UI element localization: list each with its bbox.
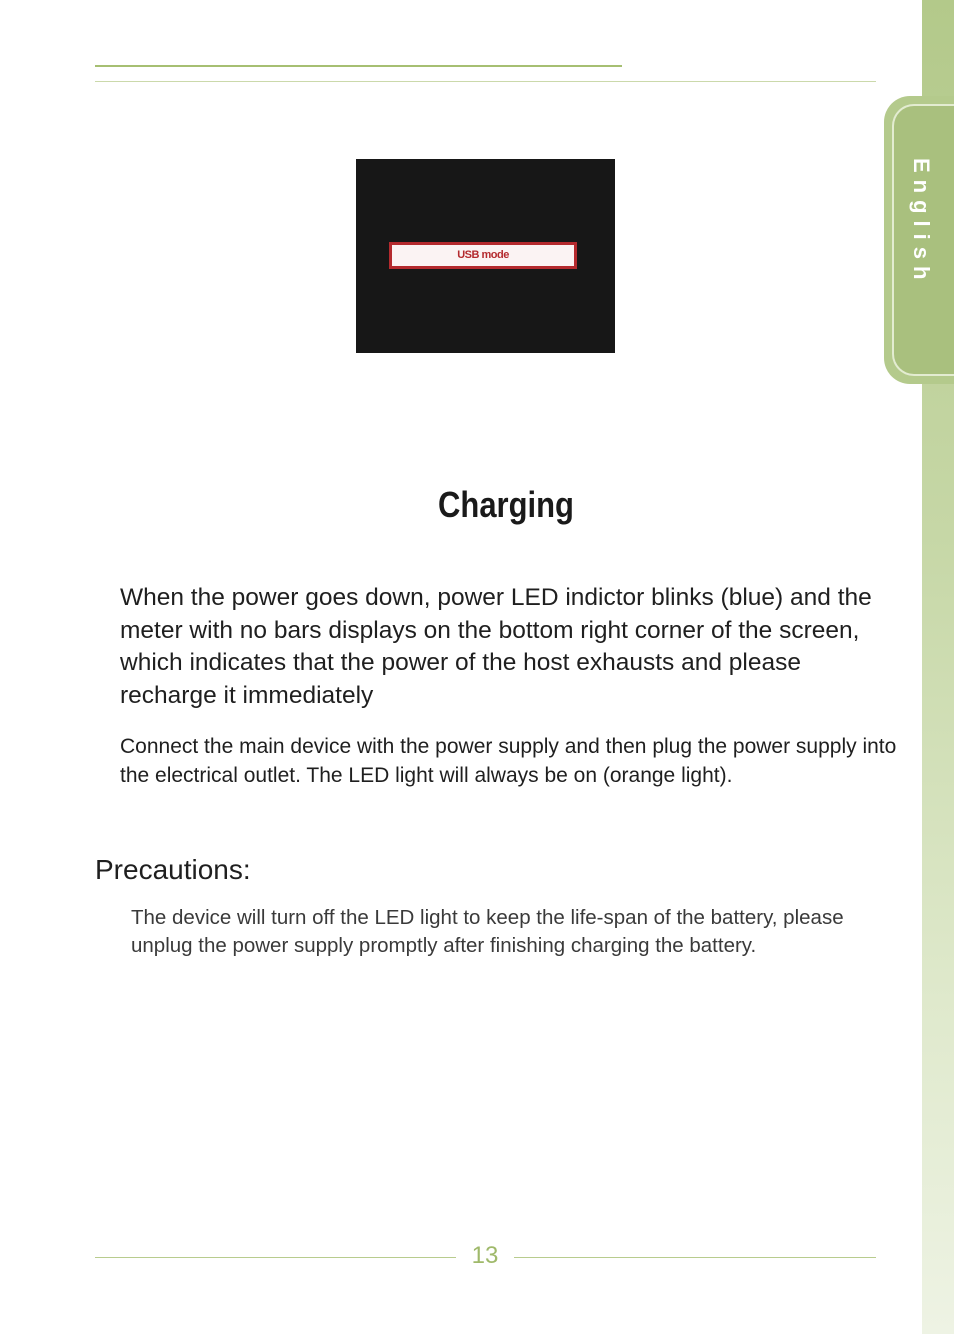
precautions-paragraph: The device will turn off the LED light to keep the life-span of the battery, please unplug the power supply promptly after finishing charging the battery. xyxy=(131,906,844,957)
section-title: Charging xyxy=(438,484,574,525)
connect-paragraph: Connect the main device with the power supply and then plug the power supply into the electrical outlet. The LED light will always be on (orange light). xyxy=(120,735,897,787)
usb-mode-label: USB mode xyxy=(457,249,509,261)
header-rule-light xyxy=(95,81,876,82)
footer-rule-right xyxy=(514,1257,876,1258)
low-power-paragraph: When the power goes down, power LED indictor blinks (blue) and the meter with no bars displays on the bottom right corner of the screen, which indicates that the power of the host exhausts and please recharge it immediately xyxy=(120,584,872,709)
page-number: 13 xyxy=(471,1242,499,1269)
language-tab-label: English xyxy=(909,158,934,287)
precautions-heading: Precautions: xyxy=(95,854,251,885)
footer-rule-left xyxy=(95,1257,456,1258)
header-rule-dark xyxy=(95,65,622,67)
device-screen-image xyxy=(356,159,615,353)
usb-mode-box xyxy=(389,242,577,269)
